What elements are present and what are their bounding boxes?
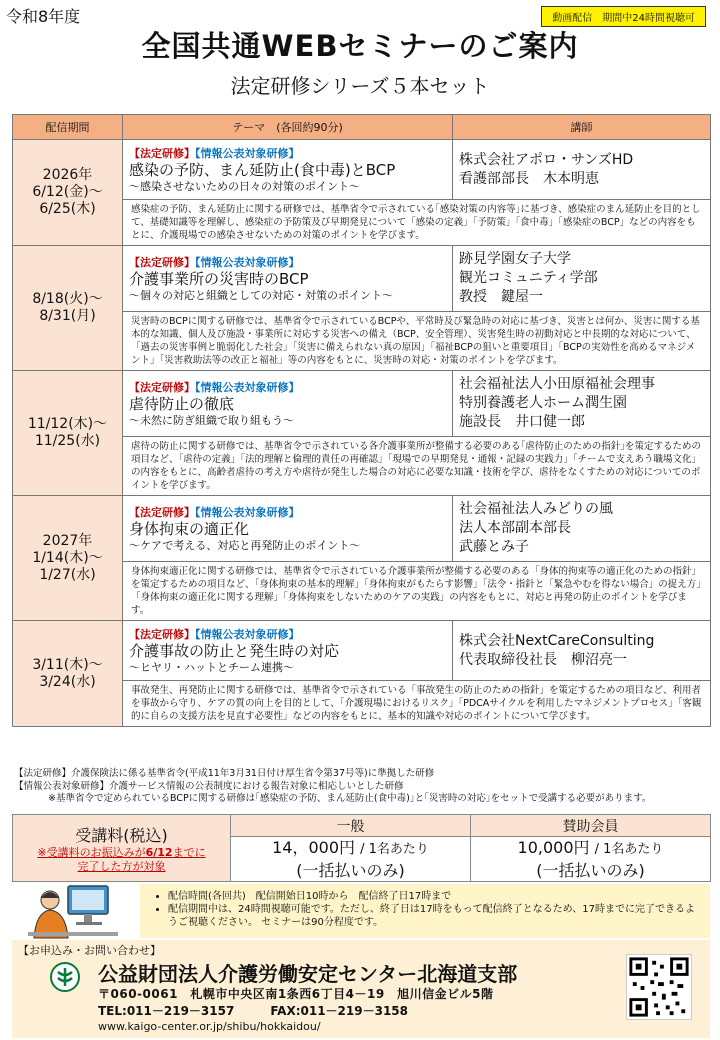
- note-kohyo: 【情報公表対象研修】介護サービス情報の公表制度における報告対象に相応しいとした研修: [14, 780, 404, 792]
- seminar-title: 介護事業所の災害時のBCP: [129, 270, 309, 288]
- computer-user-illustration: [28, 880, 118, 942]
- delivery-period: 11/12(木)～ 11/25(水): [13, 371, 123, 496]
- seminar-row: [13, 246, 711, 312]
- delivery-period: 8/18(火)～ 8/31(月): [13, 246, 123, 371]
- fee-note-line2: 完了した方が対象: [77, 859, 166, 873]
- note-bcp: ※基準省令で定められているBCPに関する研修は｢感染症の予防、まん延防止(食中毒)｣と｢災害時の対応｣をセットで受講する必要があります。: [48, 793, 652, 804]
- page-subtitle: 法定研修シリーズ５本セット: [230, 74, 490, 98]
- fee-table: [12, 814, 711, 882]
- delivery-hours: • 配信時間(各回共) 配信開始日10時から 配信終了日17時まで: [168, 890, 700, 903]
- seminar-subtitle: ～未然に防ぎ組織で取り組もう～: [129, 414, 294, 427]
- address: 〒060-0061 札幌市中央区南1条西6丁目4－19 旭川信金ビル5階: [98, 987, 494, 1001]
- seminar-tags: 【法定研修】【情報公表対象研修】: [129, 628, 300, 641]
- lecturer: 株式会社NextCareConsulting 代表取締役社長 柳沼亮一: [453, 621, 711, 681]
- seminar-description: 感染症の予防、まん延防止に関する研修では、基準省令で示されている｢感染対策の内容等｣に基づき、感染症のまん延防止を目的として、基礎知識等を理解し、感染症の予防策及び早期発見について「感染の定義」「予防策」「食中毒」「感染症のBCP」などの内容をもとに、介護現場での感染させないための対策のポイントを学びます。: [123, 200, 711, 246]
- seminar-description: 虐待の防止に関する研修では、基準省令で示されている各介護事業所が整備する必要のある｢虐待防止のための指針｣を策定するための項目など、「虐待の定義」「法的理解と倫理的責任の再確認」「現場での早期発見・通報・記録の実践力」「チームで支えあう職場文化」の内容をもとに、高齢者虐待の考え方や虐待が発生した場合の対応に必要な知識・技術を学び、虐待をなくすための対応についてのポイントを学びます。: [123, 437, 711, 496]
- fee-general-header: 一般: [231, 815, 471, 837]
- header-lecturer: 講師: [453, 115, 711, 140]
- seminar-subtitle: ～個々の対応と組織としての対応・対策のポイント～: [129, 289, 393, 302]
- qr-code[interactable]: [626, 954, 692, 1020]
- seminar-theme: [123, 371, 453, 437]
- seminar-description: 身体拘束適正化に関する研修では、基準省令で示されている介護事業所が整備する必要のある「身体的拘束等の適正化のための指針」を策定するための項目など、「身体拘束の基本的理解」「身体拘束がもたらす影響」「法令・指針と「緊急やむを得ない場合」の捉え方」「身体拘束の適正化に関する理解」「身体拘束をしないためのケアの実践」の内容をもとに、対応と再発の防止のポイントを学びます。: [123, 562, 711, 621]
- website-link[interactable]: www.kaigo-center.or.jp/shibu/hokkaidou/: [98, 1020, 321, 1033]
- seminar-row: [13, 496, 711, 562]
- fee-member-header: 賛助会員: [471, 815, 711, 837]
- seminar-theme: [123, 496, 453, 562]
- fee-label-cell: [13, 815, 231, 882]
- organization-logo: [50, 962, 80, 992]
- lecturer: 社会福祉法人小田原福祉会理事 特別養護老人ホーム潤生園 施設長 井口健一郎: [453, 371, 711, 437]
- seminar-row: [13, 621, 711, 681]
- seminar-theme: [123, 621, 453, 681]
- seminar-title: 虐待防止の徹底: [129, 395, 235, 413]
- note-hotei: 【法定研修】介護保険法に係る基準省令(平成11年3月31日付け厚生省令第37号等)に準拠した研修: [14, 768, 435, 779]
- seminar-theme: [123, 246, 453, 312]
- delivery-period: 3/11(木)～ 3/24(水): [13, 621, 123, 727]
- contact-label: 【お申込み・お問い合わせ】: [18, 944, 161, 957]
- seminar-title: 介護事故の防止と発生時の対応: [129, 642, 340, 660]
- fee-note: ※受講料のお振込みが6/12までに: [37, 845, 206, 859]
- delivery-viewing-note: • 配信期間中は、24時間視聴可能です。ただし、終了日は17時をもって配信終了となるため、17時までに完了できるようご視聴ください。 セミナーは90分程度です。: [168, 903, 700, 929]
- notes: [14, 768, 651, 806]
- contact-section: [12, 940, 710, 1038]
- header-theme: テーマ (各回約90分): [123, 115, 453, 140]
- fee-general-value: 14，000円 / 1名あたり (一括払いのみ): [231, 837, 471, 882]
- seminar-title: 感染の予防、まん延防止(食中毒)とBCP: [129, 161, 396, 179]
- fiscal-year: 令和8年度: [6, 7, 81, 26]
- seminar-description: 事故発生、再発防止に関する研修では、基準省令で示されている「事故発生の防止のための指針」を策定するための項目など、利用者を事故から守り、ケアの質の向上を目的として、「介護現場におけるリスク」「PDCAサイクルを利用したマネジメントプロセス」「客観的に自らの支援方法を見直す必要性」などの内容をもとに、基本的知識や対応のポイントについて学びます。: [123, 681, 711, 727]
- seminar-title: 身体拘束の適正化: [129, 520, 250, 538]
- delivery-period: 2027年 1/14(木)～ 1/27(水): [13, 496, 123, 621]
- page-title: 全国共通WEBセミナーのご案内: [141, 29, 579, 63]
- lecturer: 社会福祉法人みどりの風 法人本部副本部長 武藤とみ子: [453, 496, 711, 562]
- header-period: 配信期間: [13, 115, 123, 140]
- lecturer: 跡見学園女子大学 観光コミュニティ学部 教授 鍵屋一: [453, 246, 711, 312]
- seminar-schedule-table: [12, 114, 711, 727]
- lecturer: 株式会社アポロ・サンズHD 看護部部長 木本明恵: [453, 140, 711, 200]
- seminar-tags: 【法定研修】【情報公表対象研修】: [129, 147, 300, 160]
- table-header-row: [13, 115, 711, 140]
- seminar-subtitle: ～ヒヤリ・ハットとチーム連携～: [129, 661, 294, 674]
- seminar-subtitle: ～ケアで考える、対応と再発防止のポイント～: [129, 539, 361, 552]
- seminar-theme: [123, 140, 453, 200]
- seminar-tags: 【法定研修】【情報公表対象研修】: [129, 256, 300, 269]
- streaming-badge: 動画配信 期間中24時間視聴可: [541, 6, 706, 27]
- delivery-info-box: [140, 884, 710, 938]
- seminar-row: [13, 371, 711, 437]
- seminar-tags: 【法定研修】【情報公表対象研修】: [129, 381, 300, 394]
- seminar-description: 災害時のBCPに関する研修では、基準省令で示されているBCPや、平常時及び緊急時の対応に基づき、災害とは何か、災害に関する基本的な知識、個人及び施設・事業所に対応する災害への備え（BCP、安全管理）、災害発生時の初動対応と中長期的な対応について、「過去の災害事例と脆弱化した社会」「災害に備えられない真の原因」「福祉BCPの狙いと重要項目」「BCPの実効性を高めるマネジメント」「災害救助法等の改正と福祉」等の内容をもとに、災害時の対応・対策のポイントを学びます。: [123, 312, 711, 371]
- seminar-subtitle: ～感染させないための日々の対策のポイント～: [129, 180, 360, 193]
- fee-label: 受講料(税込): [75, 825, 168, 845]
- seminar-tags: 【法定研修】【情報公表対象研修】: [129, 506, 300, 519]
- delivery-period: 2026年 6/12(金)～ 6/25(木): [13, 140, 123, 246]
- seminar-row: [13, 140, 711, 200]
- fee-member-value: 10,000円 / 1名あたり (一括払いのみ): [471, 837, 711, 882]
- organization-name: 公益財団法人介護労働安定センター北海道支部: [98, 962, 518, 986]
- phone-fax: TEL:011－219－3157 FAX:011－219－3158: [98, 1004, 408, 1018]
